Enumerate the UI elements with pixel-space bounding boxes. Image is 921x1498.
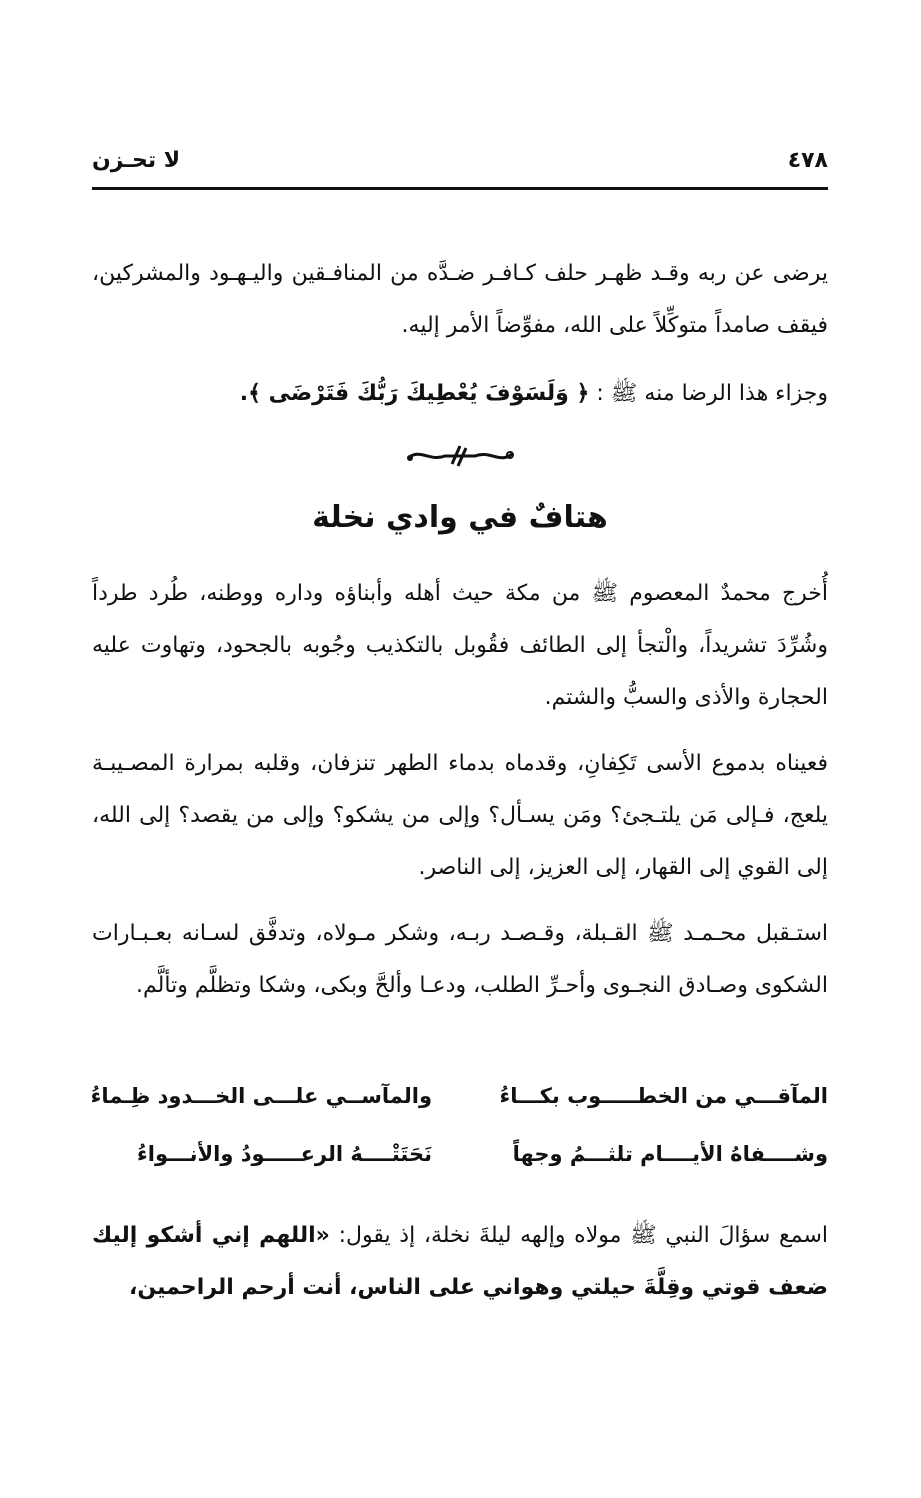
prophet-supplication-quote: «اللهم إني أشكو إليك ضعف قوتي وقِلَّةَ حيلتي وهواني على الناس، أنت أرحم الراحمين، [92,1223,828,1300]
paragraph-4: استـقبل محـمـد ﷺ القـبلة، وقـصـد ربـه، وشكر مـولاه، وتدفَّق لسـانه بعـبـارات الشكوى وصـادق النجـوى وأحـرِّ الطلب، ودعـا وألحَّ وبكى، وشكا وتظلَّم وتألَّم. [92,921,828,998]
poem-verse [92,1142,828,1200]
section-heading: هتافٌ في وادي نخلة [312,500,608,535]
paragraph-5 [92,1210,828,1314]
poem-verse [92,1084,828,1142]
poem-second-hemistich: والمآســي علـــى الخـــدود ظِـماءُ [90,1084,432,1108]
paragraph-2: أُخرج محمدٌ المعصوم ﷺ من مكة حيث أهله وأبناؤه وداره ووطنه، طُرد طرداً وشُرِّدَ تشريداً، والْتجأ إلى الطائف فقُوبل بالتكذيب وجُوبه بالجحود، وتهاوت عليه الحجارة والأذى والسبُّ والشتم. [92,581,828,710]
quran-intro: وجزاء هذا الرضا منه ﷺ : [596,381,828,406]
section-ornament-icon [400,442,520,470]
header-rule [92,187,828,190]
poem-second-hemistich: نَحَتَتْــــهُ الرعـــــودُ والأنـــواءُ [137,1142,432,1166]
quran-verse: ﴿ وَلَسَوْفَ يُعْطِيكَ رَبُّكَ فَتَرْضَى ﴾. [239,381,590,406]
poem-first-hemistich: المآقـــي من الخطـــــوب بكـــاءُ [499,1084,828,1108]
poem-first-hemistich: وشــــفاهُ الأيــــام تلثـــمُ وجهاً [512,1142,828,1166]
page-header [92,148,828,188]
poem [92,1084,828,1200]
paragraph-5-intro: اسمع سؤالَ النبي ﷺ مولاه وإلهه ليلةَ نخلة، إذ يقول: [338,1223,828,1248]
page-number: ٤٧٨ [787,148,828,173]
paragraph-1: يرضى عن ربه وقـد ظهـر حلف كـافـر ضـدَّه من المنافـقين واليـهـود والمشركين، فيقف صامداً متوكِّلاً على الله، مفوِّضاً الأمر إليه. [92,261,828,338]
quran-paragraph [92,368,828,420]
paragraph-3: فعيناه بدموع الأسى تَكِفانِ، وقدماه بدماء الطهر تنزفان، وقلبه بمرارة المصـيبـة يلعج، فـإلى مَن يلتـجئ؟ ومَن يسـأل؟ وإلى من يشكو؟ وإلى من يقصد؟ إلى الله، إلى القوي إلى القهار، إلى العزيز، إلى الناصر. [92,751,828,880]
running-title: لا تحـزن [92,148,181,173]
